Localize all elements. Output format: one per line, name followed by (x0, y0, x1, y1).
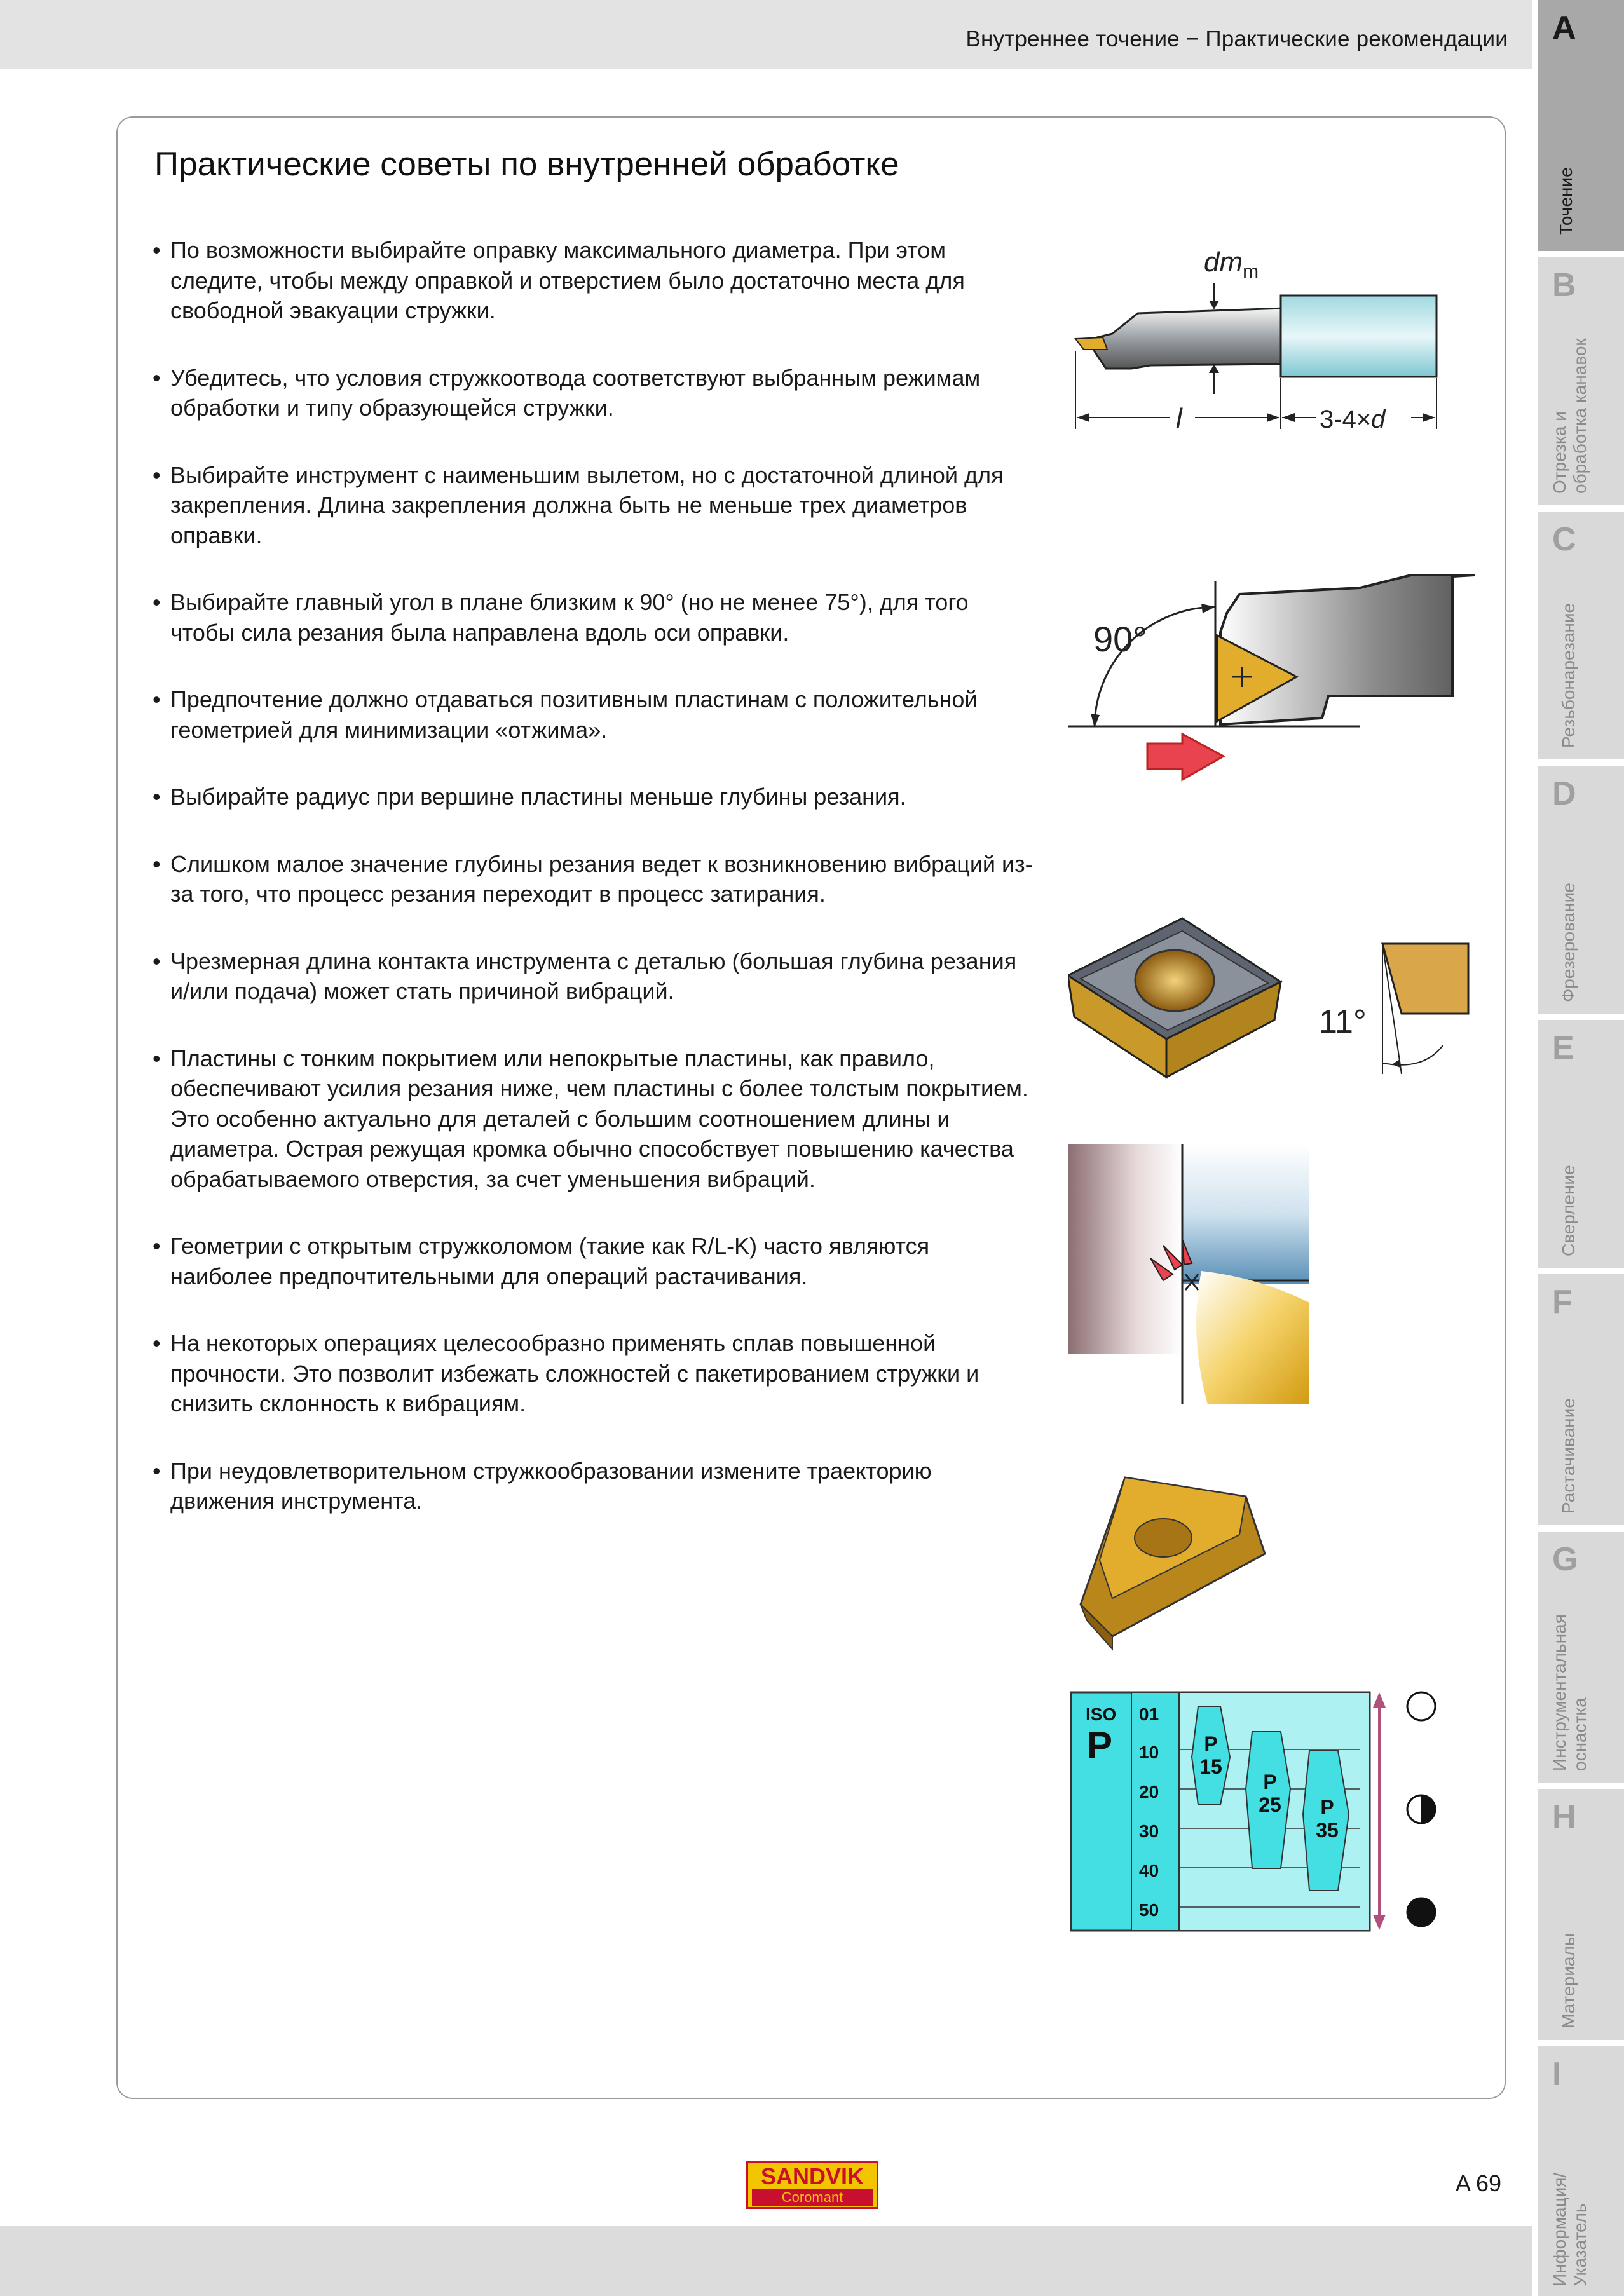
tab-label: Растачивание (1559, 1398, 1578, 1514)
triangular-insert-figure (1074, 1471, 1278, 1655)
tab-letter: I (1552, 2056, 1562, 2093)
list-item: • Пластины с тонким покрытием или непокрытые пластины, как правило, обеспечивают усилия резания ниже, чем пластины с более толстым покрытием. Это особенно актуально для деталей с большим соотношением длины и диаметра. Острая режущая кромка обычно способствует повышению качества обрабатываемого отверстия, за счет уменьшения вибраций. (153, 1043, 1036, 1195)
logo-text: SANDVIK (760, 2163, 864, 2189)
tab-letter: E (1552, 1029, 1574, 1066)
tab-parting-grooving[interactable] (1538, 257, 1624, 505)
svg-text:P: P (1204, 1732, 1218, 1755)
list-item: • Выбирайте инструмент с наименьшим вылетом, но с достаточной длиной для закрепления. Длина закрепления должна быть не меньше трех диаметров оправки. (153, 460, 1036, 551)
tab-threading[interactable] (1538, 512, 1624, 759)
logo-subtext: Coromant (752, 2189, 873, 2206)
list-item: • Геометрии с открытым стружколомом (такие как R/L-K) часто являются наиболее предпочтительными для операций растачивания. (153, 1231, 1036, 1291)
square-insert-figure (1068, 912, 1284, 1083)
workpiece-block (1281, 295, 1436, 377)
scale-30: 30 (1139, 1821, 1159, 1841)
svg-text:15: 15 (1199, 1755, 1222, 1778)
scale-20: 20 (1139, 1782, 1159, 1802)
tab-tool-holding[interactable] (1538, 1532, 1624, 1783)
scale-40: 40 (1139, 1861, 1159, 1880)
material-p-label: P (1087, 1724, 1113, 1767)
tab-label: Сверление (1559, 1165, 1578, 1256)
tab-letter: B (1552, 267, 1576, 304)
tab-label: Инструментальная оснастка (1550, 1614, 1590, 1771)
header-title: Внутреннее точение − Практические рекомендации (966, 27, 1508, 51)
svg-text:P: P (1263, 1770, 1277, 1793)
iso-label: ISO (1086, 1704, 1117, 1724)
angle-90-label: 90° (1093, 619, 1147, 659)
tab-label: Фрезерование (1559, 883, 1578, 1002)
list-item: • На некоторых операциях целесообразно применять сплав повышенной прочности. Это позволит избежать сложностей с пакетированием стружки и снизить склонность к вибрациям. (153, 1328, 1036, 1419)
tab-turning[interactable] (1538, 0, 1624, 251)
header-band (0, 0, 1532, 69)
tab-label: Материалы (1559, 1933, 1578, 2028)
svg-text:35: 35 (1316, 1819, 1339, 1842)
list-item: • Выбирайте главный угол в плане близким к 90° (но не менее 75°), для того чтобы сила резания была направлена вдоль оси оправки. (153, 587, 1036, 648)
clearance-angle-figure (1297, 937, 1475, 1083)
tool-holder-shape (1220, 575, 1475, 724)
tab-materials[interactable] (1538, 1789, 1624, 2040)
page-title: Практические советы по внутренней обработке (154, 146, 899, 183)
section-index-tabs (1538, 0, 1624, 2296)
boring-bar-figure (1068, 238, 1449, 442)
tab-letter: D (1552, 775, 1576, 812)
list-item: • Чрезмерная длина контакта инструмента с деталью (большая глубина резания и/или подача) может стать причиной вибраций. (153, 946, 1036, 1007)
tab-letter: A (1552, 10, 1576, 46)
page-number: A 69 (1456, 2170, 1502, 2196)
svg-text:P: P (1320, 1796, 1334, 1819)
angle-11-label: 11° (1319, 1003, 1367, 1040)
tab-info-index[interactable] (1538, 2046, 1624, 2296)
tab-letter: G (1552, 1541, 1578, 1578)
footer-band (0, 2226, 1532, 2296)
dm-label: $dm_m$ (1204, 247, 1259, 282)
entering-angle-figure (1068, 569, 1475, 791)
tab-drilling[interactable] (1538, 1020, 1624, 1268)
tab-label: Информация/ Указатель (1550, 2172, 1590, 2286)
scale-01: 01 (1139, 1704, 1159, 1724)
tab-boring[interactable] (1538, 1274, 1624, 1525)
tab-label: Резьбонарезание (1559, 602, 1578, 748)
list-item: • По возможности выбирайте оправку максимального диаметра. При этом следите, чтобы между оправкой и отверстием было достаточно места для свободной эвакуации стружки. (153, 235, 1036, 326)
chip-formation-figure (1068, 1144, 1309, 1404)
insert-shape (1075, 337, 1107, 350)
iso-grade-chart (1068, 1687, 1449, 1935)
sandvik-coromant-logo (746, 2161, 878, 2209)
scale-10: 10 (1139, 1742, 1159, 1762)
tab-label: Точение (1556, 167, 1576, 235)
tab-letter: C (1552, 521, 1576, 558)
tab-letter: F (1552, 1284, 1573, 1321)
tab-label: Отрезка и обработка канавок (1550, 338, 1590, 494)
list-item: • Слишком малое значение глубины резания ведет к возникновению вибраций из-за того, что процесс резания переходит в процесс затирания. (153, 849, 1036, 909)
insert-hole (1135, 1519, 1192, 1557)
insert-hole (1135, 950, 1214, 1011)
clamp-length-label: 3-4×d (1320, 405, 1386, 433)
svg-text:25: 25 (1259, 1793, 1281, 1816)
list-item: • Выбирайте радиус при вершине пластины меньше глубины резания. (153, 782, 1036, 812)
tab-letter: H (1552, 1798, 1576, 1835)
tab-milling[interactable] (1538, 766, 1624, 1014)
boring-bar-shape (1087, 308, 1284, 369)
list-item: • Убедитесь, что условия стружкоотвода соответствуют выбранным режимам обработки и типу образующейся стружки. (153, 363, 1036, 423)
list-item: • При неудовлетворительном стружкообразовании измените траекторию движения инструмента. (153, 1456, 1036, 1516)
scale-50: 50 (1139, 1900, 1159, 1920)
tips-list (153, 235, 1036, 1553)
list-item: • Предпочтение должно отдаваться позитивным пластинам с положительной геометрией для минимизации «отжима». (153, 684, 1036, 745)
length-label: l (1176, 403, 1182, 434)
feed-arrow-icon (1147, 734, 1224, 780)
filled-circle-icon (1407, 1898, 1435, 1926)
open-circle-icon (1407, 1692, 1435, 1720)
